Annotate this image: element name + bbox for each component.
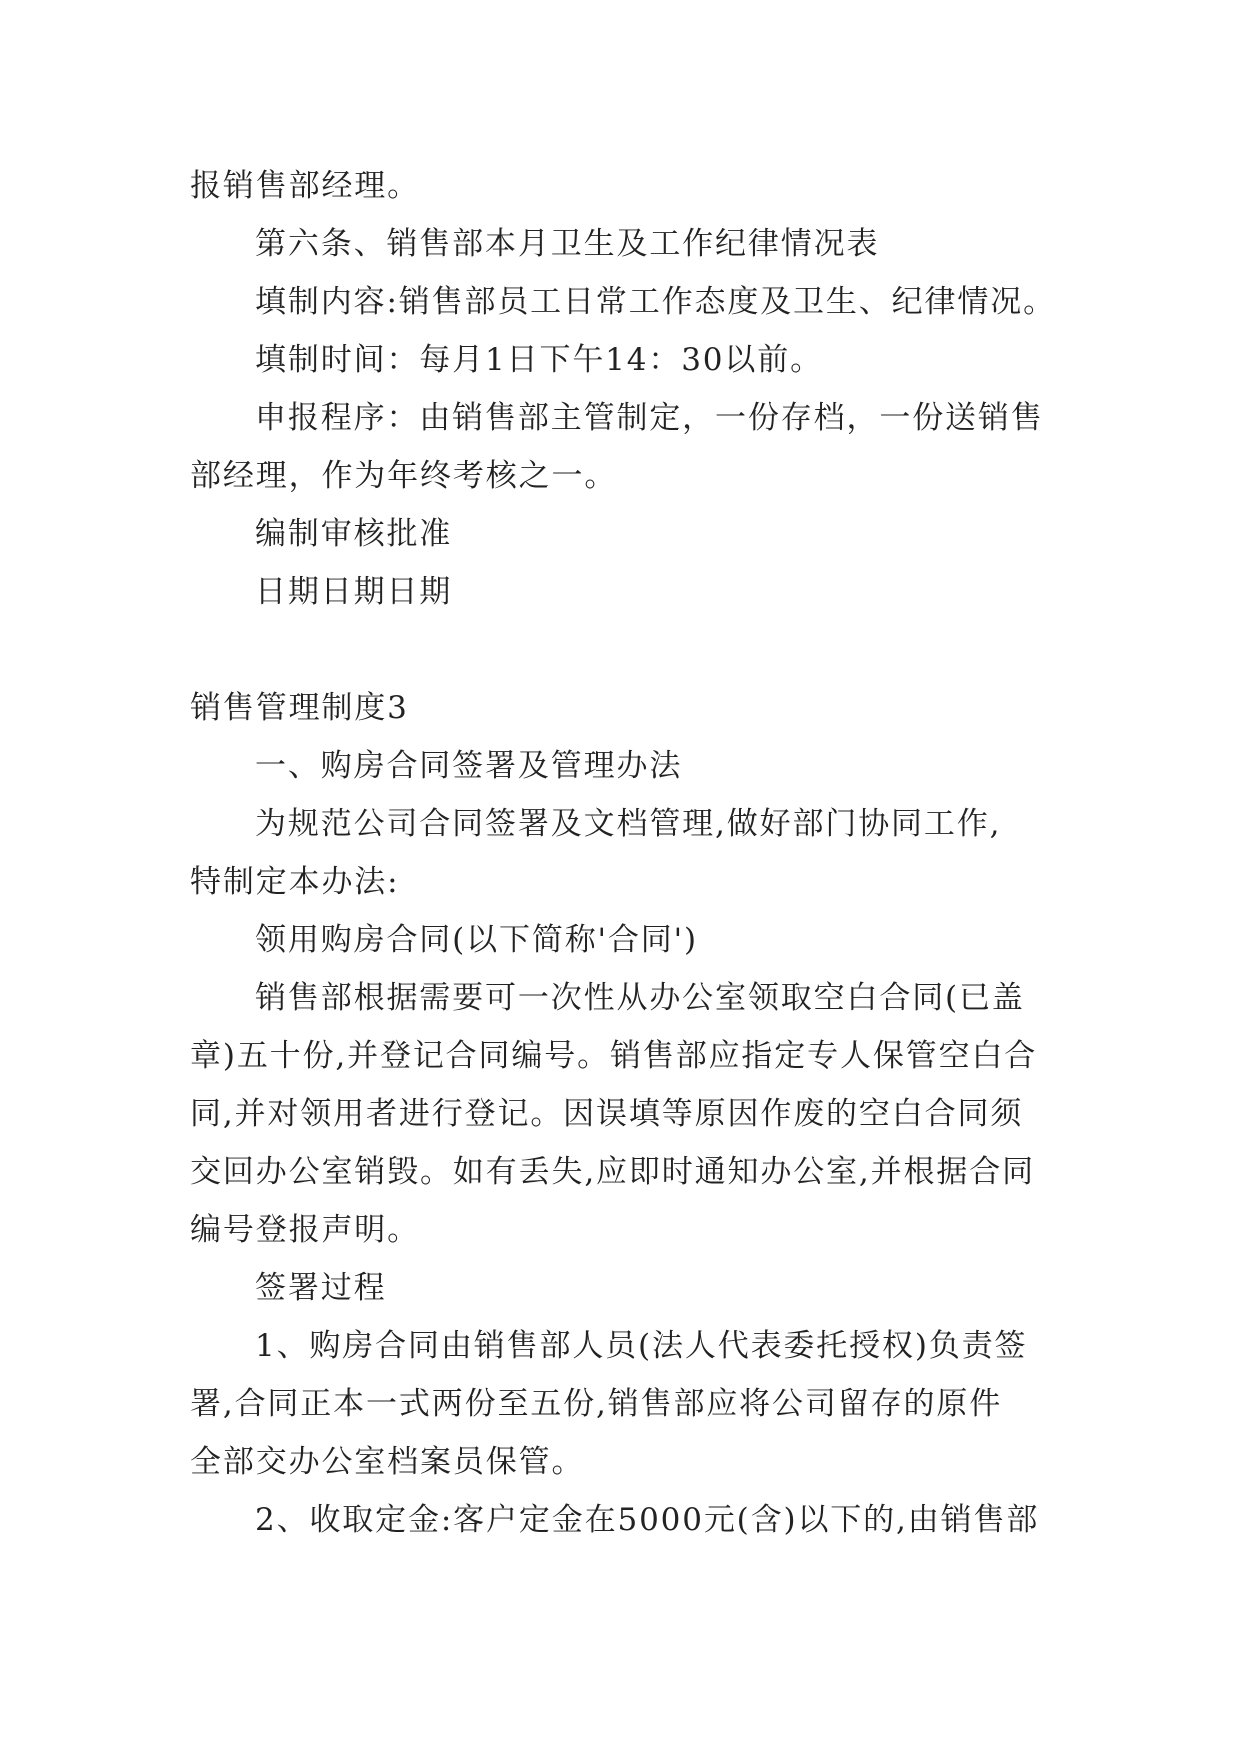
paragraph-line: 为规范公司合同签署及文档管理,做好部门协同工作, <box>255 806 1002 842</box>
paragraph-line: 编号登报声明。 <box>190 1212 421 1248</box>
section-heading: 第六条、销售部本月卫生及工作纪律情况表 <box>255 226 880 262</box>
section-heading: 一、购房合同签署及管理办法 <box>255 748 683 784</box>
paragraph-line: 章)五十份,并登记合同编号。销售部应指定专人保管空白合 <box>190 1038 1038 1074</box>
subsection-heading: 领用购房合同(以下简称'合同') <box>255 922 698 958</box>
paragraph-line: 全部交办公室档案员保管。 <box>190 1444 585 1480</box>
paragraph-line: 署,合同正本一式两份至五份,销售部应将公司留存的原件 <box>190 1386 1003 1422</box>
subsection-heading: 签署过程 <box>255 1270 387 1306</box>
paragraph-line: 填制时间：每月1日下午14：30以前。 <box>255 342 823 378</box>
paragraph-line: 1、购房合同由销售部人员(法人代表委托授权)负责签 <box>255 1328 1028 1364</box>
document-title: 销售管理制度3 <box>190 690 409 726</box>
date-labels: 日期日期日期 <box>255 574 453 610</box>
signature-labels: 编制审核批准 <box>255 516 453 552</box>
paragraph-line: 申报程序：由销售部主管制定，一份存档，一份送销售 <box>255 400 1044 436</box>
paragraph-line: 交回办公室销毁。如有丢失,应即时通知办公室,并根据合同 <box>190 1154 1035 1190</box>
paragraph-line: 销售部根据需要可一次性从办公室领取空白合同(已盖 <box>255 980 1025 1016</box>
paragraph-line: 同,并对领用者进行登记。因误填等原因作废的空白合同须 <box>190 1096 1024 1132</box>
paragraph-line: 报销售部经理。 <box>190 168 421 204</box>
paragraph-line: 2、收取定金:客户定金在5000元(含)以下的,由销售部 <box>255 1502 1040 1538</box>
paragraph-line: 填制内容:销售部员工日常工作态度及卫生、纪律情况。 <box>255 284 1056 320</box>
paragraph-line: 部经理，作为年终考核之一。 <box>190 458 618 494</box>
paragraph-line: 特制定本办法: <box>190 864 400 900</box>
